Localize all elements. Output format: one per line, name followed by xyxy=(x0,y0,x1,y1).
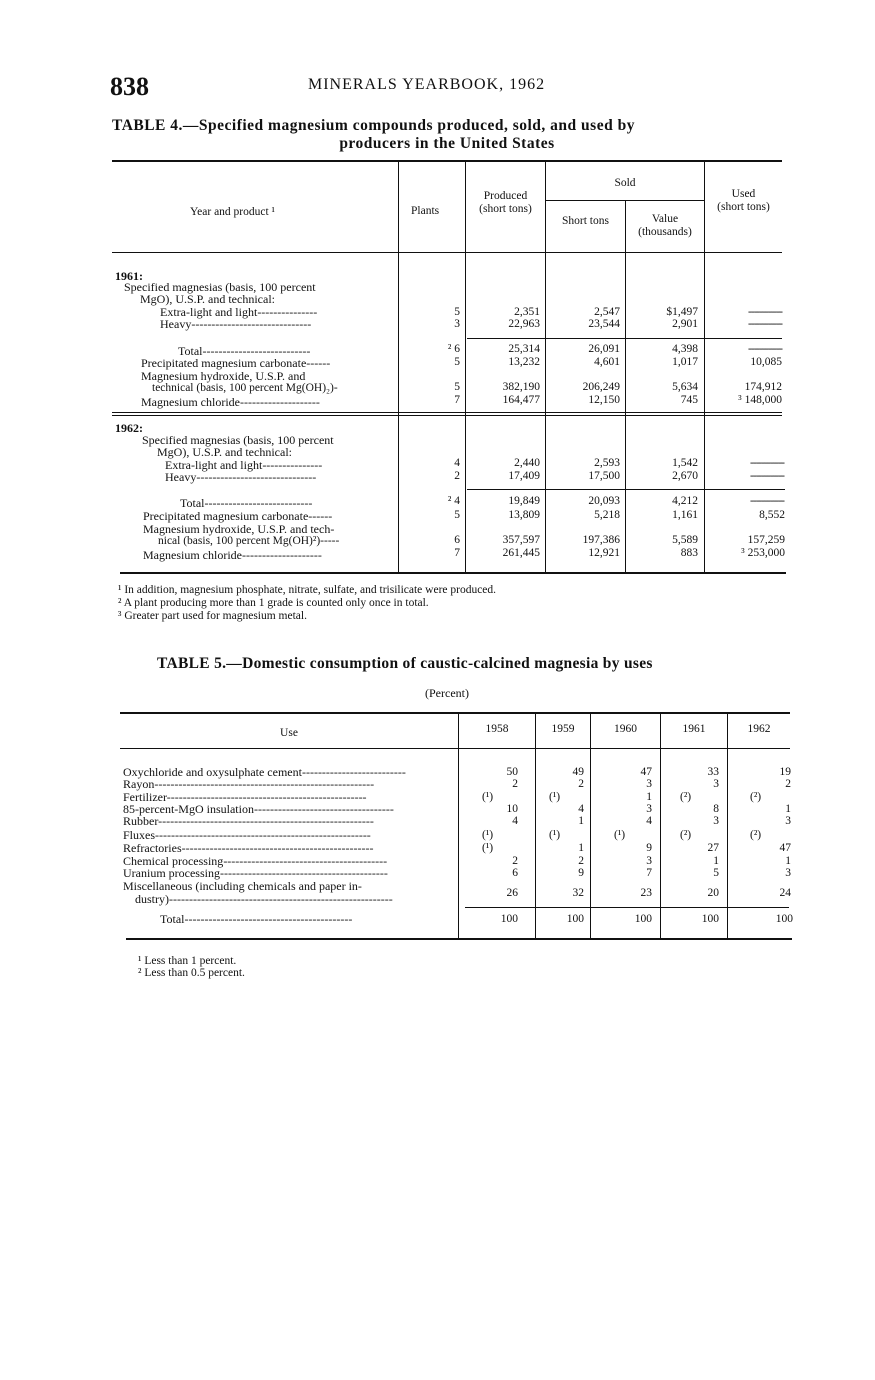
t4-1962-total-used: ------------ xyxy=(750,495,784,507)
t4-1961-chlor-used: ³ 148,000 xyxy=(738,394,782,406)
t5-row-label-cont-text: dustry) xyxy=(135,892,169,906)
table5-title: TABLE 5.—Domestic consumption of caustic-calcined magnesia by uses xyxy=(157,655,653,672)
t5-row-label xyxy=(123,880,362,892)
table4-vline-1 xyxy=(398,162,399,572)
t5-cell: 1 xyxy=(646,791,652,803)
t4-1961-hydr-used: 174,912 xyxy=(744,381,782,393)
t4-1962-hydr-sold: 197,386 xyxy=(582,534,620,546)
t5-header-1960: 1960 xyxy=(614,723,637,735)
t4-1962-xl-plants: 4 xyxy=(454,457,460,469)
t5-header-rule xyxy=(120,748,790,749)
t4-1962-hydr-plants: 6 xyxy=(454,534,460,546)
t5-row-label: Fluxes------------------------------------------------------ xyxy=(123,828,371,842)
t4-1961-xl-produced: 2,351 xyxy=(514,306,540,318)
t4-1961-xl-sold: 2,547 xyxy=(594,306,620,318)
t5-cell: 3 xyxy=(785,815,791,827)
table4-vline-2 xyxy=(465,162,466,572)
t4-1961-carb-sold: 4,601 xyxy=(594,356,620,368)
t4-1962-xl-produced: 2,440 xyxy=(514,457,540,469)
t5-cell: 3 xyxy=(646,855,652,867)
t5-row-label: Refractories------------------------------------------------ xyxy=(123,841,374,855)
t5-row-label: Rubber------------------------------------------------------ xyxy=(123,814,374,828)
t4-1961-xl-value: $1,497 xyxy=(666,306,698,318)
t4-1962-hydr-label-1: Magnesium hydroxide, U.S.P. and tech- xyxy=(143,522,335,536)
t5-cell: 7 xyxy=(646,867,652,879)
t5-header-1959: 1959 xyxy=(551,723,575,735)
t4-1962-xl-used: ------------ xyxy=(750,457,784,469)
t4-1961-hydr-label-2: technical (basis, 100 percent Mg(OH)₂)- xyxy=(152,382,338,394)
t4-1962-heavy-sold: 17,500 xyxy=(588,470,620,482)
t5-cell: 3 xyxy=(785,867,791,879)
t5-header-1961: 1961 xyxy=(682,723,706,735)
t4-header-sold: Sold xyxy=(614,177,636,189)
t4-1961-xl-plants: 5 xyxy=(454,306,460,318)
t5-cell: 9 xyxy=(578,867,584,879)
t5-footnote-1: ¹ Less than 1 percent. xyxy=(138,955,237,967)
t5-row-label-text: Oxychloride and oxysulphate cement xyxy=(123,765,302,779)
t5-row-label: Fertilizer-------------------------------------------------- xyxy=(123,790,367,804)
t5-row-label-text: Miscellaneous (including chemicals and paper in- xyxy=(123,879,362,893)
t4-1961-total-plants: ² 6 xyxy=(447,343,460,355)
t5-row-label-text: Refractories xyxy=(123,841,182,855)
t5-cell: 2 xyxy=(512,855,518,867)
t5-cell: (¹) xyxy=(549,791,561,803)
t4-1961-chlor-value: 745 xyxy=(680,394,698,406)
t5-cell: 50 xyxy=(506,766,518,778)
t5-total-cell: 100 xyxy=(775,913,793,925)
running-title: MINERALS YEARBOOK, 1962 xyxy=(308,76,546,93)
t4-1961-carb-produced: 13,232 xyxy=(508,356,540,368)
t5-header-use: Use xyxy=(280,727,298,739)
t5-cell: (¹) xyxy=(614,829,626,841)
t4-1961-xl-label: Extra-light and light--------------- xyxy=(160,305,318,319)
table4-title-line1: TABLE 4.—Specified magnesium compounds produced, sold, and used by xyxy=(112,117,635,134)
t4-1961-chlor-plants: 7 xyxy=(454,394,460,406)
t4-1961-total-label: Total--------------------------- xyxy=(178,344,311,358)
t5-cell: 8 xyxy=(713,803,719,815)
t4-1962-hydr-value: 5,589 xyxy=(672,534,698,546)
t5-bottom-rule xyxy=(126,938,792,940)
t5-row-label-text: Fluxes xyxy=(123,828,156,842)
t4-footnote-2: ² A plant producing more than 1 grade is counted only once in total. xyxy=(118,597,429,609)
t4-1961-xl-used: ------------ xyxy=(748,306,782,318)
t5-cell: 10 xyxy=(506,803,518,815)
t5-cell: 6 xyxy=(512,867,518,879)
t5-cell: 27 xyxy=(707,842,719,854)
t5-cell: 1 xyxy=(785,855,791,867)
t4-1961-hydr-plants: 5 xyxy=(454,381,460,393)
t4-1962-carb-sold: 5,218 xyxy=(594,509,620,521)
t5-cell: 1 xyxy=(785,803,791,815)
t4-1961-spec-2: MgO), U.S.P. and technical: xyxy=(140,292,275,306)
table5-subtitle: (Percent) xyxy=(425,686,469,700)
t4-header-short-tons: Short tons xyxy=(562,215,609,227)
t4-1962-hydr-produced: 357,597 xyxy=(502,534,540,546)
t4-header-used: Used xyxy=(731,188,756,200)
t5-cell: 47 xyxy=(640,766,652,778)
t4-1962-total-produced: 19,849 xyxy=(508,495,540,507)
t5-cell: 24 xyxy=(779,887,791,899)
t5-cell: 3 xyxy=(646,803,652,815)
t4-header-plants: Plants xyxy=(411,205,440,217)
t5-cell: (²) xyxy=(750,829,762,841)
table4-header-rule xyxy=(112,252,782,253)
t5-cell: (²) xyxy=(680,829,692,841)
t5-cell: 1 xyxy=(713,855,719,867)
t4-1962-carb-plants: 5 xyxy=(454,509,460,521)
t4-1961-carb-label: Precipitated magnesium carbonate------ xyxy=(141,356,331,370)
t4-footnote-1: ¹ In addition, magnesium phosphate, nitrate, sulfate, and trisilicate were produced. xyxy=(118,584,497,596)
t4-1961-year: 1961: xyxy=(115,269,143,283)
table4-vline-4 xyxy=(625,200,626,572)
t5-cell: 4 xyxy=(512,815,518,827)
t5-cell: (²) xyxy=(750,791,762,803)
t5-cell: 26 xyxy=(506,887,518,899)
t4-1962-chlor-value: 883 xyxy=(680,547,698,559)
table4-bottom-rule xyxy=(120,572,786,574)
t4-1962-hydr-label-2: nical (basis, 100 percent Mg(OH)²)----- xyxy=(158,535,340,547)
t5-row-label: Uranium processing------------------------------------------ xyxy=(123,866,388,880)
t4-1961-total-sold: 26,091 xyxy=(588,343,620,355)
t4-1962-carb-label: Precipitated magnesium carbonate------ xyxy=(143,509,333,523)
t4-1962-chlor-used: ³ 253,000 xyxy=(741,547,785,559)
t5-cell: (¹) xyxy=(482,791,494,803)
t4-1962-hydr-used: 157,259 xyxy=(747,534,785,546)
table4-mid-rule-b xyxy=(112,415,782,416)
t4-1962-total-value: 4,212 xyxy=(672,495,698,507)
t4-1962-spec-2: MgO), U.S.P. and technical: xyxy=(157,445,292,459)
t4-header-value: Value xyxy=(651,213,679,225)
t4-1961-chlor-produced: 164,477 xyxy=(502,394,540,406)
t5-header-1962: 1962 xyxy=(747,723,771,735)
t4-1962-xl-value: 1,542 xyxy=(672,457,698,469)
t5-cell: 5 xyxy=(713,867,719,879)
t4-1961-total-used: ------------ xyxy=(748,343,782,355)
table4-mid-rule-a xyxy=(112,412,782,413)
t5-cell: (¹) xyxy=(482,829,494,841)
t4-1961-total-value: 4,398 xyxy=(672,343,698,355)
t4-1961-hydr-value: 5,634 xyxy=(672,381,698,393)
t4-1962-total-plants: ² 4 xyxy=(447,495,460,507)
t5-cell: 3 xyxy=(713,778,719,790)
t4-1961-chlor-label: Magnesium chloride-------------------- xyxy=(141,395,320,409)
t4-1962-chlor-sold: 12,921 xyxy=(588,547,620,559)
t4-1962-chlor-label: Magnesium chloride-------------------- xyxy=(143,548,322,562)
t4-1961-carb-value: 1,017 xyxy=(672,356,698,368)
t5-row-label-text: 85-percent-MgO insulation xyxy=(123,802,254,816)
t4-1962-year: 1962: xyxy=(115,421,143,435)
t5-row-label: Chemical processing----------------------------------------- xyxy=(123,854,388,868)
t5-total-rule xyxy=(465,907,789,908)
t5-row-label: Oxychloride and oxysulphate cement-------------------------- xyxy=(123,765,406,779)
t5-cell: 2 xyxy=(512,778,518,790)
t4-1962-chlor-plants: 7 xyxy=(454,547,460,559)
t4-header-used-unit: (short tons) xyxy=(717,201,770,213)
t4-1962-heavy-used: ------------ xyxy=(750,470,784,482)
t5-row-label-text: Chemical processing xyxy=(123,854,224,868)
page-number: 838 xyxy=(110,72,149,101)
t5-cell: 3 xyxy=(713,815,719,827)
t5-cell: 3 xyxy=(646,778,652,790)
t5-total-cell: 100 xyxy=(701,913,719,925)
t4-1961-total-produced: 25,314 xyxy=(508,343,540,355)
t4-footnote-3: ³ Greater part used for magnesium metal. xyxy=(118,610,307,622)
t5-total-cell: 100 xyxy=(500,913,518,925)
t4-1962-xl-sold: 2,593 xyxy=(594,457,620,469)
t5-total-label: Total------------------------------------------ xyxy=(160,912,353,926)
t4-1962-chlor-produced: 261,445 xyxy=(502,547,540,559)
t4-1962-heavy-plants: 2 xyxy=(454,470,460,482)
table4-total-rule-1962 xyxy=(467,489,785,490)
t4-1962-heavy-label: Heavy------------------------------ xyxy=(165,470,317,484)
t4-1962-spec-1: Specified magnesias (basis, 100 percent xyxy=(142,433,334,447)
t4-1962-total-label: Total--------------------------- xyxy=(180,496,313,510)
t4-1962-carb-value: 1,161 xyxy=(672,509,698,521)
t5-row-label-text: Fertilizer xyxy=(123,790,167,804)
t4-1961-heavy-produced: 22,963 xyxy=(508,318,540,330)
t5-top-rule xyxy=(120,712,790,714)
t5-cell: 9 xyxy=(646,842,652,854)
t5-vline-5 xyxy=(727,714,728,938)
t5-row-label: Rayon------------------------------------------------------- xyxy=(123,777,375,791)
t4-1962-carb-used: 8,552 xyxy=(759,509,785,521)
t5-cell: 32 xyxy=(572,887,584,899)
t5-cell: 20 xyxy=(707,887,719,899)
t5-header-1958: 1958 xyxy=(485,723,509,735)
table4-vline-5 xyxy=(704,162,705,572)
t5-total-label-text: Total xyxy=(160,912,185,926)
table4-top-rule xyxy=(112,160,782,162)
t5-total-cell: 100 xyxy=(566,913,584,925)
t4-header-value-unit: (thousands) xyxy=(638,226,692,238)
t4-1962-heavy-produced: 17,409 xyxy=(508,470,540,482)
t4-1961-heavy-value: 2,901 xyxy=(672,318,698,330)
t5-vline-3 xyxy=(590,714,591,938)
t4-1961-heavy-sold: 23,544 xyxy=(588,318,620,330)
t5-cell: 47 xyxy=(779,842,791,854)
t5-footnote-2: ² Less than 0.5 percent. xyxy=(138,967,245,979)
t4-1962-xl-label: Extra-light and light--------------- xyxy=(165,458,323,472)
t5-cell: 49 xyxy=(572,766,584,778)
table4-title xyxy=(112,117,782,153)
t5-cell: 33 xyxy=(707,766,719,778)
t5-cell: 2 xyxy=(785,778,791,790)
t4-header-year-product: Year and product ¹ xyxy=(190,206,275,218)
t5-cell: 19 xyxy=(779,766,791,778)
t5-cell: (¹) xyxy=(549,829,561,841)
t4-1961-heavy-plants: 3 xyxy=(454,318,460,330)
t5-vline-2 xyxy=(535,714,536,938)
t4-1961-heavy-label: Heavy------------------------------ xyxy=(160,317,312,331)
t4-1962-carb-produced: 13,809 xyxy=(508,509,540,521)
t5-cell: 23 xyxy=(640,887,652,899)
t5-cell: 4 xyxy=(646,815,652,827)
table4-title-line2: producers in the United States xyxy=(339,135,555,152)
t4-1962-heavy-value: 2,670 xyxy=(672,470,698,482)
t5-cell: 4 xyxy=(578,803,584,815)
t5-cell: 2 xyxy=(578,778,584,790)
t5-total-cell: 100 xyxy=(634,913,652,925)
t5-cell: 2 xyxy=(578,855,584,867)
t4-1961-chlor-sold: 12,150 xyxy=(588,394,620,406)
t5-row-label-text: Rubber xyxy=(123,814,159,828)
t5-row-label-cont: dustry)-------------------------------------------------------- xyxy=(135,892,393,906)
t4-1961-spec-1: Specified magnesias (basis, 100 percent xyxy=(124,280,316,294)
t4-1961-hydr-sold: 206,249 xyxy=(582,381,620,393)
t5-cell: 1 xyxy=(578,842,584,854)
t5-vline-1 xyxy=(458,714,459,938)
t4-1961-heavy-used: ------------ xyxy=(748,318,782,330)
t5-vline-4 xyxy=(660,714,661,938)
t4-header-produced: Produced xyxy=(483,190,528,202)
t5-cell: 1 xyxy=(578,815,584,827)
t5-row-label: 85-percent-MgO insulation----------------------------------- xyxy=(123,802,394,816)
t5-cell: (²) xyxy=(680,791,692,803)
t4-1961-hydr-produced: 382,190 xyxy=(502,381,540,393)
t4-1961-carb-used: 10,085 xyxy=(750,356,782,368)
t5-row-label-text: Rayon xyxy=(123,777,155,791)
t5-row-label-text: Uranium processing xyxy=(123,866,220,880)
t4-1962-total-sold: 20,093 xyxy=(588,495,620,507)
t4-1961-carb-plants: 5 xyxy=(454,356,460,368)
t4-1961-hydr-label-1: Magnesium hydroxide, U.S.P. and xyxy=(141,369,306,383)
t5-cell: (¹) xyxy=(482,842,494,854)
t4-header-produced-unit: (short tons) xyxy=(479,203,532,215)
